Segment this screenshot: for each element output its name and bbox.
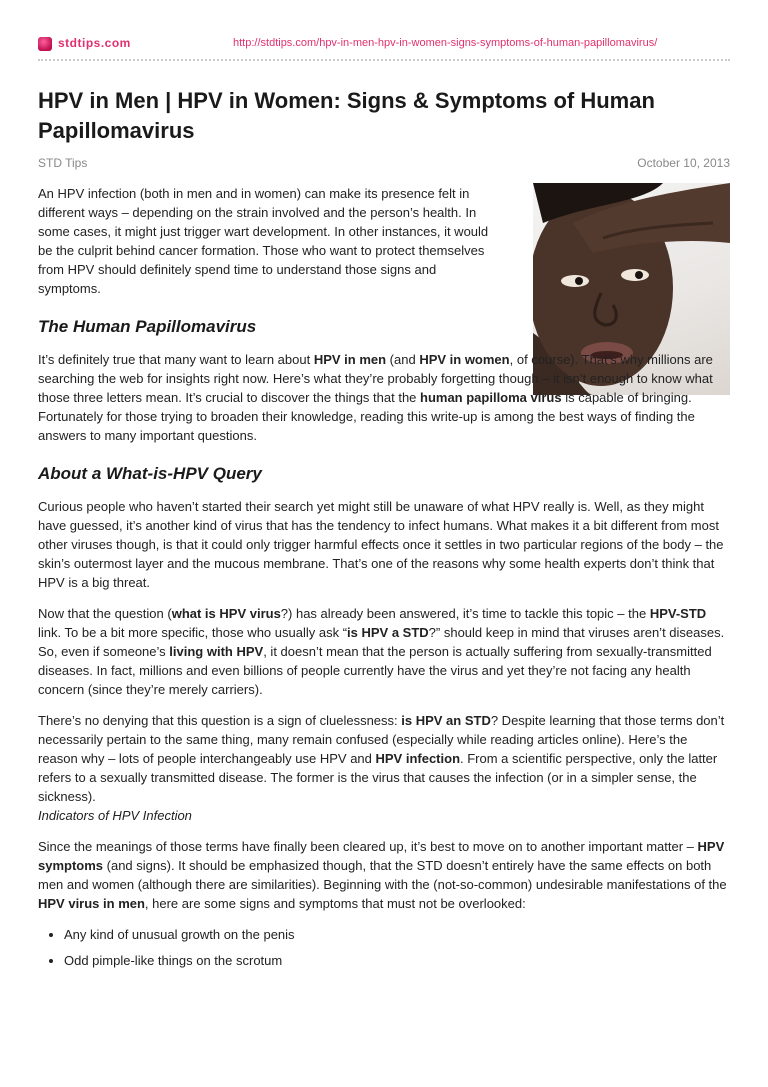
bold-keyword: living with HPV <box>169 644 264 659</box>
section1-paragraph: It’s definitely true that many want to learn about HPV in men (and HPV in women, of course). That’s why millions are searching the web for insights right now. Here’s what they’re probably forgetting though – it isn’t enough to know what those three letters mean. It’s crucial to discover the things that the human papilloma virus is capable of bringing. Fortunately for those trying to broaden their knowledge, reading this write-up is among the best ways of finding the answers to many important questions. <box>38 352 713 443</box>
site-logo-icon <box>38 37 52 51</box>
bold-keyword: HPV virus in men <box>38 896 145 911</box>
bold-keyword: is HPV an STD <box>401 713 491 728</box>
bold-keyword: HPV in women <box>419 352 510 367</box>
bold-keyword: HPV-STD <box>649 606 707 621</box>
section2-paragraph-4: Since the meanings of those terms have finally been cleared up, it’s best to move on to another important matter – HPV symptoms (and signs). It should be emphasized though, that the STD doesn’t entirely have the same effects on both men and women (although there are similarities). Beginning with the (not-so-common) undesirable manifestations of the HPV virus in men, here are some signs and symptoms that must not be overlooked: <box>38 839 727 911</box>
intro-paragraph: An HPV infection (both in men and in women) can make its presence felt in different ways – depending on the strain involved and the person’s health. In some cases, it might just trigger wart development. In other instances, it would be the culprit behind cancer formation. Those who want to protect themselves from HPV should definitely spend time to understand those signs and symptoms. <box>38 186 489 296</box>
bold-keyword: HPV infection <box>375 751 461 766</box>
subheading-indicators: Indicators of HPV Infection <box>38 808 192 823</box>
article-date: October 10, 2013 <box>637 156 730 170</box>
site-name[interactable]: stdtips.com <box>58 36 131 50</box>
bold-keyword: HPV symptoms <box>38 839 725 873</box>
list-item: • Any kind of unusual growth on the penis <box>64 925 730 944</box>
section2-paragraph-3: There’s no denying that this question is a sign of cluelessness: is HPV an STD? Despite learning that those terms don’t necessarily pertain to the same thing, many remain confused (especially while reading articles online). Here’s the reason why – lots of people interchangeably use HPV and HPV infection. From a scientific perspective, only the latter refers to a sexually transmitted disease. The former is the virus that causes the infection (or in a simpler sense, the sickness). Indicators of HPV Infection <box>38 713 725 823</box>
section2-paragraph-2: Now that the question (what is HPV virus?) has already been answered, it’s time to tackle this topic – the HPV-STD link. To be a bit more specific, those who usually ask “is HPV a STD?” should keep in mind that viruses aren’t diseases. So, even if someone’s living with HPV, it doesn’t mean that the person is actually suffering from sexually-transmitted diseases. In fact, millions and even billions of people currently have the virus and yet they’re not facing any health concern (since they’re merely carriers). <box>38 606 725 697</box>
section2-paragraph-1: Curious people who haven’t started their search yet might still be unaware of what HPV really is. Well, as they might have guessed, it’s another kind of virus that has the tendency to infect humans. What makes it a bit different from most other viruses though, is that it could only trigger harmful effects once it settles in two particular regions of the body – the skin’s outermost layer and the mucous membrane. That’s one of the reasons why some health experts don’t think that HPV is a big threat. <box>38 499 724 590</box>
section-heading-what-is-hpv: About a What-is-HPV Query <box>38 464 262 483</box>
article-body <box>38 184 730 977</box>
symptom-list <box>38 925 730 970</box>
page-header <box>0 0 768 60</box>
bold-keyword: human papilloma virus <box>420 390 562 405</box>
article-title: HPV in Men | HPV in Women: Signs & Symptoms of Human Papillomavirus <box>38 88 655 143</box>
header-divider <box>38 59 730 61</box>
bold-keyword: is HPV a STD <box>347 625 429 640</box>
section-heading-human-papillomavirus: The Human Papillomavirus <box>38 317 257 336</box>
source-url-link[interactable]: http://stdtips.com/hpv-in-men-hpv-in-women-signs-symptoms-of-human-papillomavirus/ <box>233 37 658 49</box>
article-author: STD Tips <box>38 156 88 170</box>
list-item: • Odd pimple-like things on the scrotum <box>64 951 730 970</box>
bold-keyword: what is HPV virus <box>171 606 281 621</box>
bold-keyword: HPV in men <box>313 352 387 367</box>
